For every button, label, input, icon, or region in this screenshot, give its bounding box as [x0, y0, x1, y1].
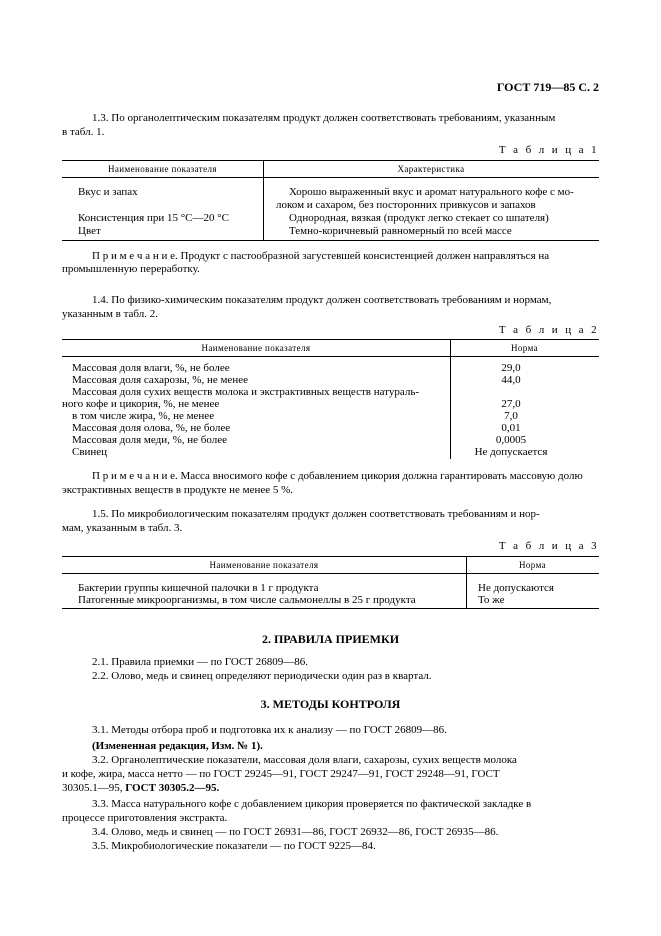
table2-caption: Т а б л и ц а 2	[498, 324, 599, 336]
table3-header-value: Норма	[519, 560, 546, 570]
table1-row1-value-line2: локом и сахаром, без посторонних привкусов и запахов	[276, 199, 536, 211]
table2-header-name: Наименование показателя	[201, 343, 311, 353]
table1-top-rule	[62, 160, 599, 161]
para-3-1: 3.1. Методы отбора проб и подготовка их к анализу — по ГОСТ 26809—86.	[92, 724, 447, 736]
table2-row7-name: Свинец	[72, 446, 108, 458]
table2-row6-name: Массовая доля меди, %, не более	[72, 434, 227, 446]
note1-line2: промышленную переработку.	[62, 263, 200, 275]
table2-row5-value: 0,01	[501, 422, 521, 434]
table3-row1-name: Бактерии группы кишечной палочки в 1 г продукта	[78, 582, 319, 594]
para-1-5-line2: мам, указанным в табл. 3.	[62, 522, 183, 534]
table2-top-rule	[62, 339, 599, 340]
para-1-3-line1: 1.3. По органолептическим показателям продукт должен соответствовать требованиям, указанным	[92, 112, 556, 124]
table2-row1-name: Массовая доля влаги, %, не более	[72, 362, 230, 374]
para-3-2-line3a: 30305.1—95,	[62, 782, 126, 794]
note2-line1: П р и м е ч а н и е. Масса вносимого кофе с добавлением цикория должна гарантировать массовую долю	[92, 470, 583, 482]
table3-top-rule	[62, 556, 599, 557]
table2-header-rule	[62, 356, 599, 357]
table2-row7-value: Не допускается	[474, 446, 548, 458]
para-3-4: 3.4. Олово, медь и свинец — по ГОСТ 26931—86, ГОСТ 26932—86, ГОСТ 26935—86.	[92, 826, 499, 838]
table2-row5-name: Массовая доля олова, %, не более	[72, 422, 231, 434]
table2-row4-name: в том числе жира, %, не менее	[72, 410, 215, 422]
para-3-2-line2: и кофе, жира, масса нетто — по ГОСТ 29245—91, ГОСТ 29247—91, ГОСТ 29248—91, ГОСТ	[62, 768, 500, 780]
table2-row2-value: 44,0	[501, 374, 521, 386]
para-3-5: 3.5. Микробиологические показатели — по ГОСТ 9225—84.	[92, 840, 376, 852]
table1-row1-value-line1: Хорошо выраженный вкус и аромат натурального кофе с мо-	[289, 186, 574, 198]
note2-line2: экстрактивных веществ в продукте не менее 5 %.	[62, 484, 294, 496]
para-1-4-line2: указанным в табл. 2.	[62, 308, 158, 320]
para-2-2: 2.2. Олово, медь и свинец определяют периодически один раз в квартал.	[92, 670, 432, 682]
table2-row4-value: 7,0	[504, 410, 518, 422]
para-1-4-line1: 1.4. По физико-химическим показателям продукт должен соответствовать требованиям и нормам,	[92, 294, 552, 306]
para-3-3-line1: 3.3. Масса натурального кофе с добавлением цикория проверяется по фактической закладке в	[92, 798, 532, 810]
table1-header-rule	[62, 177, 599, 178]
table1-row2-value: Однородная, вязкая (продукт легко стекает со шпателя)	[289, 212, 549, 224]
page-header: ГОСТ 719—85 С. 2	[496, 80, 599, 94]
table2-row6-value: 0,0005	[495, 434, 527, 446]
table3-bottom-rule	[62, 608, 599, 609]
table2-row3-name: Массовая доля сухих веществ молока и экстрактивных веществ натураль-	[72, 386, 419, 398]
table1-row1-name: Вкус и запах	[78, 186, 138, 198]
table3-row2-name: Патогенные микроорганизмы, в том числе сальмонеллы в 25 г продукта	[78, 594, 416, 606]
table2-row1-value: 29,0	[501, 362, 521, 374]
table3-row1-value: Не допускаются	[478, 582, 554, 594]
table1-caption: Т а б л и ц а 1	[498, 144, 599, 156]
para-3-3-line2: процессе приготовления экстракта.	[62, 812, 228, 824]
table1-bottom-rule	[62, 240, 599, 241]
note1-line1: П р и м е ч а н и е. Продукт с пастообразной загустевшей консистенцией должен направляться на	[92, 250, 550, 262]
para-3-2-line3b: ГОСТ 30305.2—95.	[125, 782, 220, 794]
table3-caption: Т а б л и ц а 3	[498, 540, 599, 552]
table2-header-value: Норма	[511, 343, 538, 353]
table1-row2-name: Консистенция при 15 °С—20 °С	[78, 212, 229, 224]
table2-row3-name-cont: ного кофе и цикория, %, не менее	[62, 398, 220, 410]
section3-title: 3. МЕТОДЫ КОНТРОЛЯ	[260, 697, 401, 711]
para-1-5-line1: 1.5. По микробиологическим показателям продукт должен соответствовать требованиям и нор-	[92, 508, 540, 520]
table1-header-value: Характеристика	[397, 164, 465, 174]
table2-row2-name: Массовая доля сахарозы, %, не менее	[72, 374, 248, 386]
table3-header-rule	[62, 573, 599, 574]
para-3-1-amendment: (Измененная редакция, Изм. № 1).	[92, 740, 263, 752]
table3-row2-value: То же	[478, 594, 505, 606]
para-2-1: 2.1. Правила приемки — по ГОСТ 26809—86.	[92, 656, 308, 668]
section2-title: 2. ПРАВИЛА ПРИЕМКИ	[261, 632, 400, 646]
para-3-2-line1: 3.2. Органолептические показатели, массовая доля влаги, сахарозы, сухих веществ молока	[92, 754, 517, 766]
table1-row3-name: Цвет	[78, 225, 101, 237]
table1-header-name: Наименование показателя	[108, 164, 217, 174]
para-3-2-line3	[62, 782, 219, 795]
table1-row3-value: Темно-коричневый равномерный по всей массе	[289, 225, 512, 237]
table2-row3-value: 27,0	[501, 398, 521, 410]
para-1-3-line2: в табл. 1.	[62, 126, 105, 138]
table3-header-name: Наименование показателя	[209, 560, 319, 570]
